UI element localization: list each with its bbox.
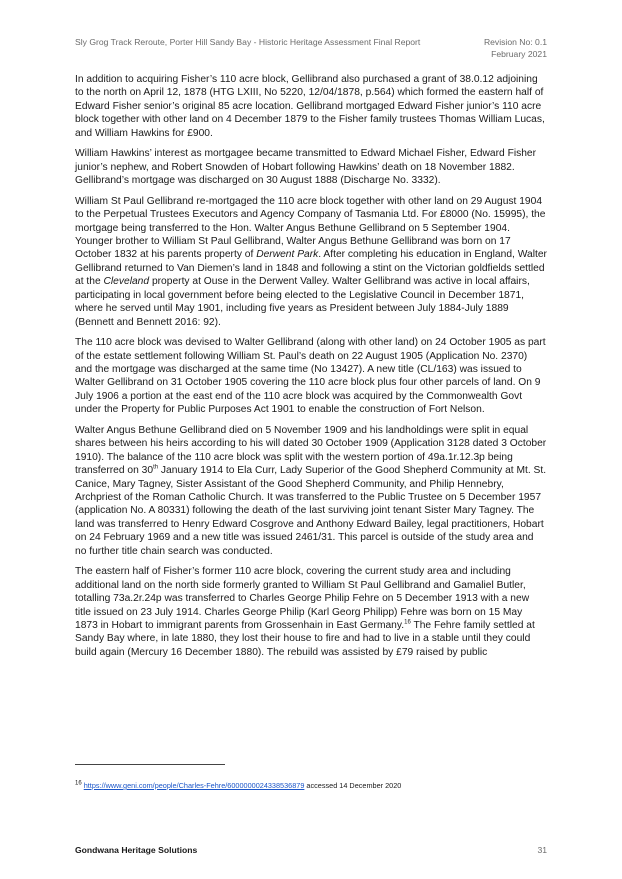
revision-number: Revision No: 0.1 — [483, 37, 547, 47]
footnote-accessed: accessed 14 December 2020 — [304, 781, 402, 790]
paragraph-fisher-block: In addition to acquiring Fisher’s 110 acre block, Gellibrand also purchased a grant of 38.0.12 adjoining to the north on April 12, 1878 (HTG LXIII, No 5220, 12/04/1878, p.564) which formed the eastern half of Edward Fisher senior’s original 85 acre location. Gellibrand mortgaged Edward Fisher junior’s 110 acre block together with other land on 4 December 1879 to the Fisher family trustees Thomas William Lucas, and William Hawkins for £900. — [75, 74, 545, 139]
paragraph-devised-block: The 110 acre block was devised to Walter Gellibrand (along with other land) on 24 October 1905 as part of the estate settlement following William St. Paul’s death on 22 August 1905 (Application No. 2370) and the mortgage was discharged at the same time (No 13427). A new title (CL/163) was issued to Walter Gellibrand on 31 October 1905 covering the 110 acre block plus four other parcels of land. On 9 July 1906 a portion at the east end of the 110 acre block was acquired by the Commonwealth Govt under the Property for Public Purposes Act 1901 to enable the construction of Fort Nelson. — [75, 337, 546, 416]
header-title: Sly Grog Track Reroute, Porter Hill Sandy Bay - Historic Heritage Assessment Final Report — [75, 37, 421, 47]
paragraph-remortgage-part2: . After completing his education in England, Walter Gellibrand returned to Van Diemen’s land in 1848 and following a stint on the Victorian goldfields settled at the — [75, 249, 547, 288]
footnote-divider — [75, 764, 225, 765]
footnote-reference[interactable]: 16 — [404, 619, 411, 626]
paragraph-walter-death-part1: Walter Angus Bethune Gellibrand died on 5 November 1909 and his landholdings were split in equal shares between his heirs according to his will dated 30 October 1909 (Application 3128 dated 3 October 1910). The balance of the 110 acre block was split with the western portion of 49a.1r.12.3p being transferred on 30 — [75, 424, 547, 477]
paragraph-remortgage — [75, 195, 547, 329]
page-number: 31 — [537, 845, 547, 855]
derwent-park-italic: Derwent Park — [256, 249, 319, 261]
paragraph-hawkins-interest: William Hawkins’ interest as mortgagee became transmitted to Edward Michael Fisher, Edward Fisher junior’s nephew, and Robert Snowden of Hobart following Hawkins’ death on 18 November 1882. Gellibrand’s mortgage was discharged on 30 August 1888 (Discharge No. 3332). — [75, 148, 537, 187]
revision-date: February 2021 — [491, 48, 547, 59]
footnote-link[interactable]: https://www.geni.com/people/Charles-Fehre/6000000024338536879 — [83, 781, 305, 790]
paragraph-eastern-half-part2: The Fehre family settled at Sandy Bay where, in late 1880, they lost their house to fire and had to live in a stable until they could build again (Mercury 16 December 1880). The rebuild was assisted by £79 raised by public — [75, 619, 535, 658]
body-text — [75, 73, 547, 666]
paragraph-eastern-half — [75, 565, 547, 659]
paragraph-walter-death-part2: January 1914 to Ela Curr, Lady Superior of the Good Shepherd Community at Mt. St. Canice, Mary Tagney, Sister Assistant of the Good Shepherd Community, and Philip Hennebry, Archpriest of the Roman Catholic Church. It was transferred to the Public Trustee on 5 December 1957 (application No. A 80331) following the death of the last surviving joint tenant Sister Mary Tagney. The land was transferred to Henry Edward Cosgrove and Anthony Edward Bailey, legal practitioners, Hobart on 24 February 1969 and a new title was issued 2461/31. This parcel is outside of the study area and no further title chain search was conducted. — [75, 465, 547, 557]
paragraph-eastern-half-part1: The eastern half of Fisher’s former 110 acre block, covering the current study area and including additional land on the north side formerly granted to William St Paul Gellibrand and Gamaliel Butler, totalling 73a.2r.24p was transferred to Charles George Philip Fehre on 5 December 1913 with a new title issued on 23 July 1914. Charles George Philip (Karl Georg Philipp) Fehre was born on 15 May 1873 in Hobart to immigrant parents from Grossenhain in East Germany. — [75, 566, 530, 631]
footer-organisation: Gondwana Heritage Solutions — [75, 845, 198, 855]
header-revision-block — [484, 37, 547, 60]
paragraph-remortgage-part1: William St Paul Gellibrand re-mortgaged the 110 acre block together with other land on 29 August 1904 to the Perpetual Trustees Executors and Agency Company of Tasmania Ltd. For £8000 (No. 15995), the mortgage being transferred to the Hon. Walter Angus Bethune Gellibrand on 5 September 1904. Younger brother to William St Paul Gellibrand, Walter Angus Bethune Gellibrand was born on 17 October 1832 at his parents property of — [75, 195, 546, 261]
ordinal-superscript: th — [153, 464, 159, 471]
footnote-number: 16 — [75, 780, 82, 787]
footnote — [75, 781, 401, 790]
paragraph-remortgage-part3: property at Ouse in the Derwent Valley. Walter Gellibrand was active in local affairs, participating in local government before being elected to the Legislative Council in December 1871, where he served until May 1901, including five years as President between July 1884-July 1889 (Bennett and Bennett 2016: 92). — [75, 276, 530, 328]
cleveland-italic: Cleveland — [103, 276, 150, 288]
paragraph-walter-death — [75, 424, 547, 558]
